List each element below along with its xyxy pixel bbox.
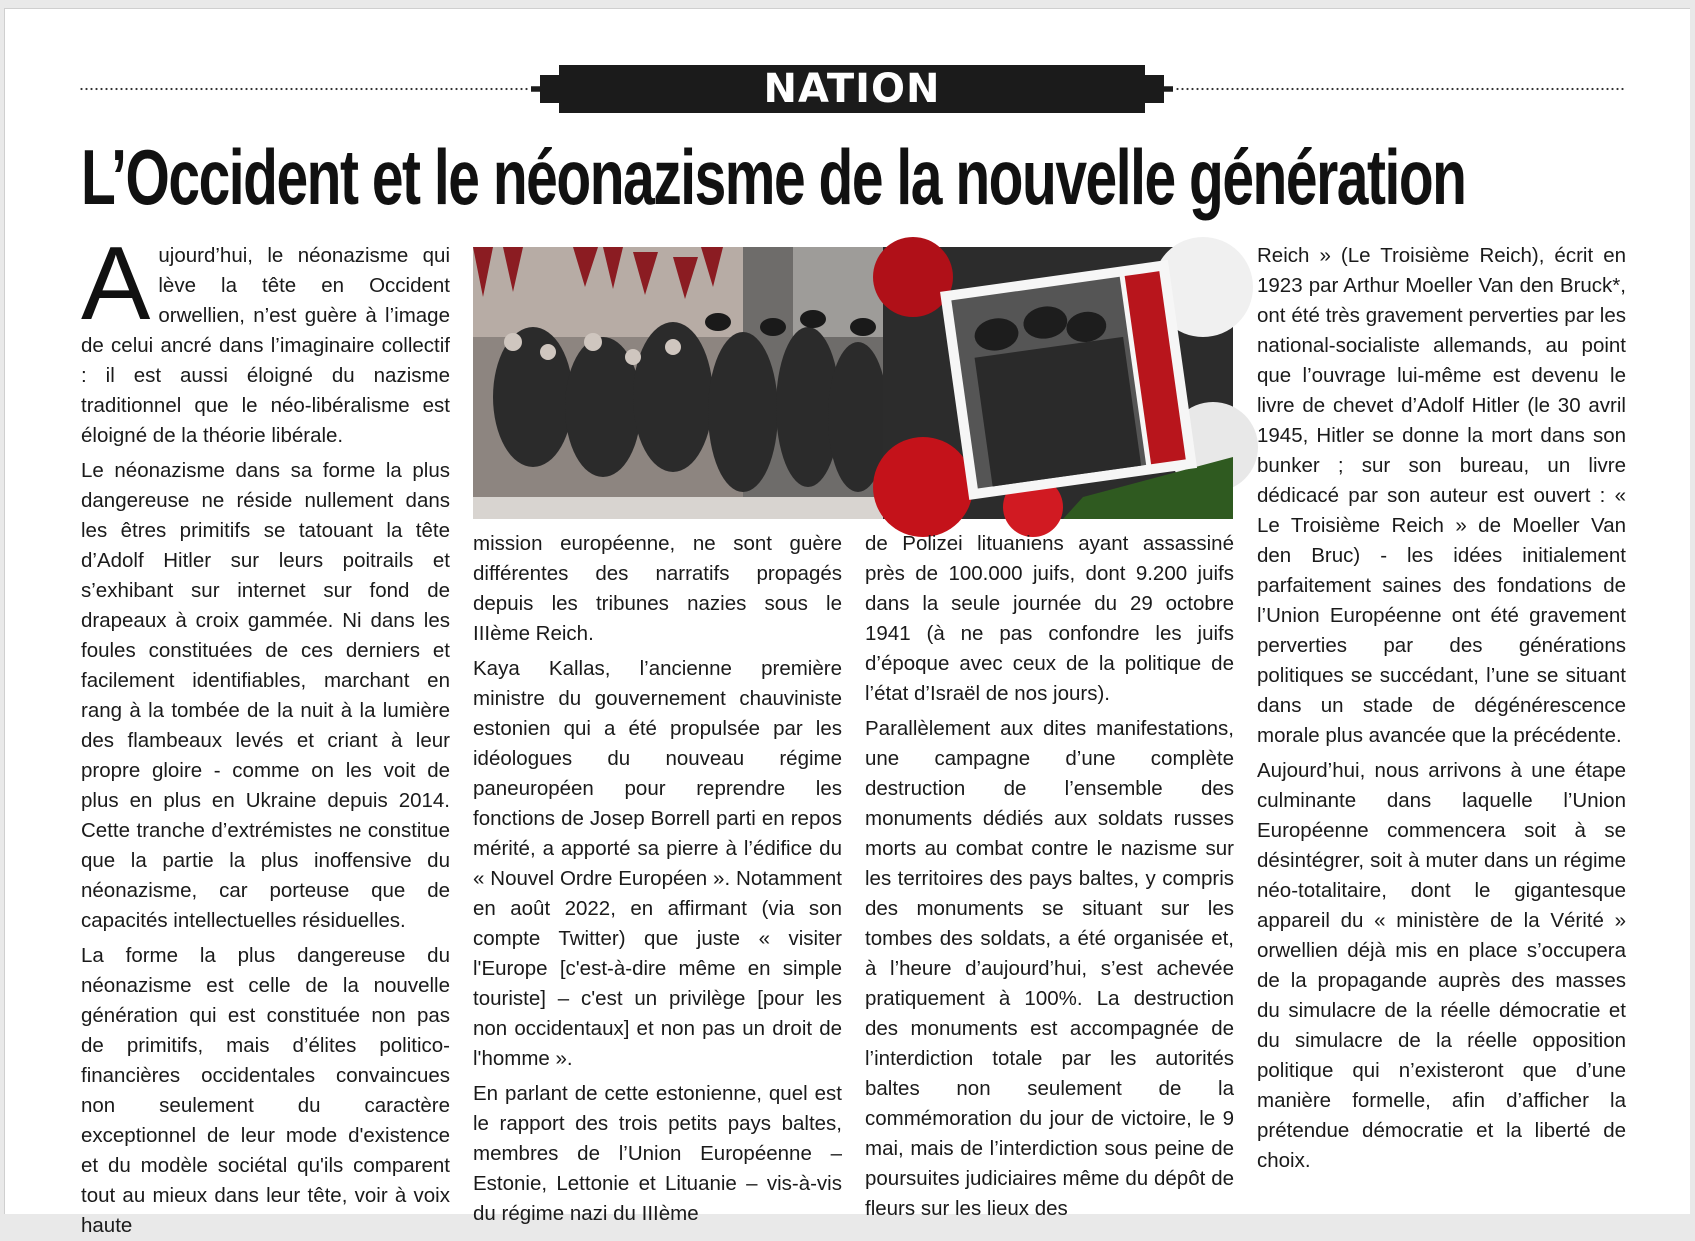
article-headline: L’Occident et le néonazisme de la nouvelle génération bbox=[81, 133, 1466, 221]
march-photo-illustration bbox=[473, 247, 883, 519]
article-column-3 bbox=[865, 529, 1234, 1219]
banner-ornament-right bbox=[1143, 75, 1173, 103]
paragraph: En parlant de cette estonienne, quel est le rapport des trois petits pays baltes, membres de l’Union Européenne – Estonie, Lettonie et Lituanie – vis-à-vis du régime nazi du IIIème bbox=[473, 1082, 842, 1225]
paragraph: Kaya Kallas, l’ancienne première ministre du gouvernement chauviniste estonien qui a été propulsée par les idéologues du nouveau régime paneuropéen pour reprendre les fonctions de Josep Borrell parti en repos mérité, a apporté sa pierre à l’édifice du « Nouvel Ordre Européen ». Notamment en août 2022, en affirmant (via son compte Twitter) que juste « visiter l'Europe [c'est-à-dire même en simple touriste] – c'est un privilège [pour les non occidentaux] et non pas un droit de l'homme ». bbox=[473, 657, 842, 1070]
paragraph: Aujourd’hui, nous arrivons à une étape culminante dans laquelle l’Union Européenne commencera soit à se désintégrer, soit à muter dans un régime néo-totalitaire, dont le gigantesque appareil du « ministère de la Vérité » orwellien déjà mis en place s’occupera de la propagande auprès des masses du simulacre de la réelle démocratie et du simulacre de la réelle opposition politique qui n’existeront que d’une manière formelle, afin d’afficher la prétendue démocratie et la liberté de choix. bbox=[1257, 759, 1626, 1172]
paragraph: Reich » (Le Troisième Reich), écrit en 1923 par Arthur Moeller Van den Bruck*, ont été très gravement perverties par les national-socialiste allemands, au point que l’ouvrage lui-même est devenu le livre de chevet d’Adolf Hitler (le 30 avril 1945, Hitler se donne la mort dans son bunker ; sur son bureau, un livre dédicacé par son auteur est ouvert : « Le Troisième Reich » de Moeller Van den Bruc) - les idées initialement parfaitement saines des fondations de l’Union Européenne ont été gravement perverties par des générations politiques se succédant, l’une se situant dans un stade de dégénérescence morale plus avancée que la précédente. bbox=[1257, 244, 1626, 747]
memorial-card-illustration bbox=[883, 247, 1233, 519]
paragraph: mission européenne, ne sont guère différentes des narratifs propagés depuis les tribunes nazies sous le IIIème Reich. bbox=[473, 532, 842, 645]
banner-rule-left bbox=[79, 87, 529, 91]
paragraph bbox=[81, 226, 450, 451]
paragraph: de Polizei lituaniens ayant assassiné près de 100.000 juifs, dont 9.200 juifs dans la seule journée du 29 octobre 1941 (à ne pas confondre les juifs d’époque avec ceux de la politique de l’état d’Israël de nos jours). bbox=[865, 532, 1234, 705]
banner-rule-right bbox=[1175, 87, 1625, 91]
newspaper-page bbox=[4, 8, 1690, 1237]
article-column-1 bbox=[81, 226, 450, 1237]
paragraph: Le néonazisme dans sa forme la plus dangereuse ne réside nullement dans les êtres primitifs se tatouant la tête d’Adolf Hitler sur leurs poitrails et s’exhibant sur internet sur fond de drapeaux à croix gammée. Ni dans les foules constituées de ces derniers et facilement identifiables, marchant en rang à la tombée de la nuit à la lumière des flambeaux levés et criant à leur propre gloire - comme on les voit de plus en plus en Ukraine depuis 2014. Cette tranche d’extrémistes ne constitue que la partie la plus inoffensive du néonazisme, car porteuse que de capacités intellectuelles résiduelles. bbox=[81, 459, 450, 932]
march-photo bbox=[473, 247, 883, 519]
memorial-card-photo bbox=[883, 247, 1233, 519]
banner-ornament-left bbox=[531, 75, 561, 103]
article-column-4 bbox=[1257, 241, 1626, 1211]
paragraph: La forme la plus dangereuse du néonazisme est celle de la nouvelle génération qui est constituée non pas de primitifs, mais d’élites politico-financières occidentales convaincues non seulement du caractère exceptionnel de leur mode d'existence et du modèle sociétal qu'ils comparent tout au mieux dans leur tête, voir à voix haute bbox=[81, 944, 450, 1237]
article-column-2 bbox=[473, 529, 842, 1225]
section-banner bbox=[79, 61, 1625, 117]
paragraph-text: ujourd’hui, le néonazisme qui lève la tête en Occident orwellien, n’est guère à l’image de celui ancré dans l’imaginaire collectif : il est aussi éloigné du nazisme traditionnel que le néo-libéralisme est éloigné de la théorie libérale. bbox=[81, 244, 450, 447]
paragraph: Parallèlement aux dites manifestations, une campagne d’une complète destruction de l’ensemble des monuments dédiés aux soldats russes morts au combat contre le nazisme sur les territoires des pays baltes, y compris des monuments se situant sur les tombes des soldats, a été organisée et, à l’heure d’aujourd’hui, s’est achevée pratiquement à 100%. La destruction des monuments est accompagnée de l’interdiction totale par les autorités baltes non seulement de la commémoration du jour de victoire, le 9 mai, mais de l’interdiction sous peine de poursuites judiciaires même du dépôt de fleurs sur les lieux des bbox=[865, 717, 1234, 1220]
section-label: NATION bbox=[559, 65, 1145, 113]
drop-cap: A bbox=[81, 226, 151, 342]
